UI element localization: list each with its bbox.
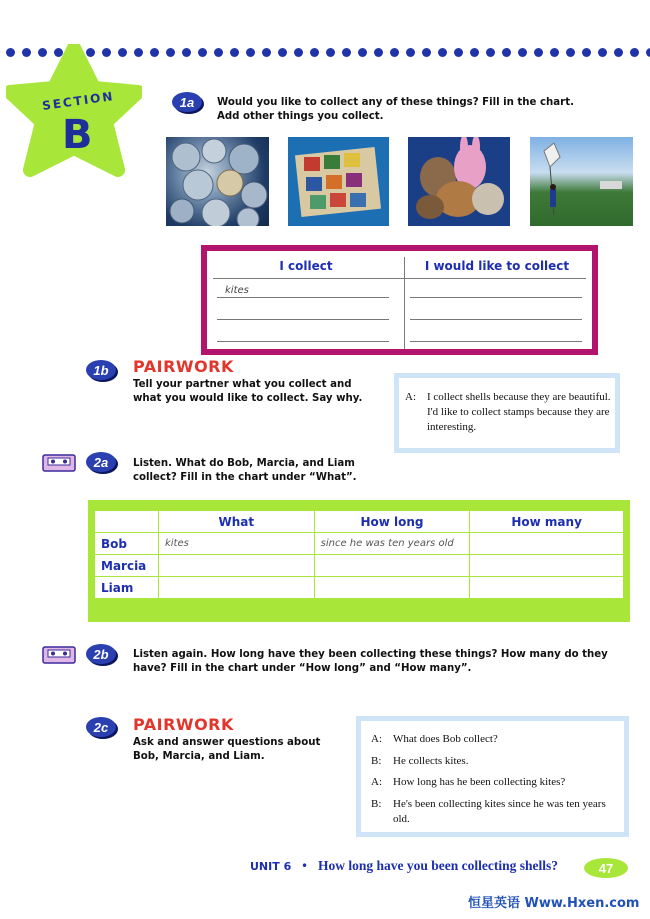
stamps-photo bbox=[288, 137, 389, 226]
rule-dot bbox=[438, 48, 447, 57]
exercise-2c-heading: PAIRWORK bbox=[133, 715, 234, 734]
section-label: SECTION bbox=[41, 89, 116, 113]
rule-dot bbox=[614, 48, 623, 57]
rule-dot bbox=[230, 48, 239, 57]
write-line[interactable] bbox=[217, 341, 389, 342]
write-line[interactable] bbox=[410, 297, 582, 298]
table-header-how-many: How many bbox=[470, 511, 624, 533]
rule-dot bbox=[566, 48, 575, 57]
rule-dot bbox=[198, 48, 207, 57]
collecting-table bbox=[94, 510, 624, 599]
dialog-text: What does Bob collect? bbox=[393, 733, 498, 745]
row-name: Liam bbox=[95, 577, 159, 599]
rule-dot bbox=[294, 48, 303, 57]
exercise-1b-dialog-box bbox=[394, 373, 620, 453]
dialog-speaker: B: bbox=[371, 754, 382, 767]
chart-header-i-collect: I collect bbox=[279, 259, 333, 273]
watermark-text: 恒星英语 Www.Hxen.com bbox=[468, 896, 640, 911]
dialog-text: He collects kites. bbox=[393, 754, 469, 767]
rule-dot bbox=[342, 48, 351, 57]
dialog-line bbox=[405, 390, 611, 435]
exercise-2a-badge: 2a bbox=[86, 452, 116, 472]
table-row bbox=[95, 555, 624, 577]
rule-dot bbox=[454, 48, 463, 57]
table-header-cell bbox=[95, 511, 159, 533]
dialog-speaker: A: bbox=[371, 733, 382, 745]
rule-dot bbox=[646, 48, 650, 57]
table-header-row bbox=[95, 511, 624, 533]
cell-how-long[interactable]: since he was ten years old bbox=[314, 533, 470, 555]
dialog-line bbox=[371, 751, 621, 773]
cell-how-long[interactable] bbox=[314, 577, 470, 599]
exercise-2c-dialog-box bbox=[356, 716, 629, 837]
rule-dot bbox=[502, 48, 511, 57]
rule-dot bbox=[582, 48, 591, 57]
rule-dot bbox=[598, 48, 607, 57]
rule-dot bbox=[358, 48, 367, 57]
write-line[interactable] bbox=[217, 319, 389, 320]
exercise-2a-chart bbox=[88, 500, 630, 622]
cassette-icon bbox=[42, 454, 76, 472]
exercise-2c-dialog bbox=[371, 729, 621, 827]
dialog-text: How long has he been collecting kites? bbox=[393, 776, 566, 788]
rule-dot bbox=[534, 48, 543, 57]
rule-dot bbox=[550, 48, 559, 57]
exercise-2b-instruction: Listen again. How long have they been collecting these things? How many do they have? Fill in the chart under “How long” and “How many”. bbox=[133, 649, 608, 674]
rule-dot bbox=[182, 48, 191, 57]
chart-header-rule bbox=[213, 278, 586, 279]
table-row bbox=[95, 533, 624, 555]
dialog-line bbox=[371, 729, 621, 751]
dialog-speaker: B: bbox=[371, 797, 382, 810]
footer-title: How long have you been collecting shells? bbox=[317, 858, 558, 873]
exercise-2c-instruction: Ask and answer questions about Bob, Marcia, and Liam. bbox=[133, 737, 321, 762]
write-line[interactable] bbox=[410, 341, 582, 342]
exercise-1b-badge: 1b bbox=[86, 360, 116, 380]
cell-what[interactable] bbox=[158, 577, 314, 599]
exercise-1a-badge: 1a bbox=[172, 92, 202, 112]
exercise-1b-heading: PAIRWORK bbox=[133, 357, 234, 376]
rule-dot bbox=[246, 48, 255, 57]
coins-photo bbox=[166, 137, 269, 226]
cell-how-many[interactable] bbox=[470, 533, 624, 555]
table-header-what: What bbox=[158, 511, 314, 533]
cell-how-many[interactable] bbox=[470, 555, 624, 577]
toys-photo bbox=[408, 137, 510, 226]
dialog-text: He's been collecting kites since he was ten years old. bbox=[393, 797, 606, 825]
write-line[interactable] bbox=[410, 319, 582, 320]
rule-dot bbox=[166, 48, 175, 57]
kite-photo bbox=[530, 137, 633, 226]
table-row bbox=[95, 577, 624, 599]
exercise-2a-instruction: Listen. What do Bob, Marcia, and Liam collect? Fill in the chart under “What”. bbox=[133, 458, 357, 483]
dialog-line bbox=[371, 797, 621, 827]
row-name: Marcia bbox=[95, 555, 159, 577]
exercise-1a-chart bbox=[201, 245, 598, 355]
chart-header-would-like: I would like to collect bbox=[424, 259, 570, 273]
rule-dot bbox=[262, 48, 271, 57]
cell-how-many[interactable] bbox=[470, 577, 624, 599]
footer-bullet: • bbox=[301, 859, 309, 873]
chart-entry-kites: kites bbox=[225, 285, 249, 296]
rule-dot bbox=[390, 48, 399, 57]
dialog-text: I collect shells because they are beautiful. I'd like to collect stamps because they are interesting. bbox=[427, 391, 611, 433]
rule-dot bbox=[310, 48, 319, 57]
rule-dot bbox=[326, 48, 335, 57]
rule-dot bbox=[630, 48, 639, 57]
cell-what[interactable] bbox=[158, 555, 314, 577]
footer-unit: UNIT 6 bbox=[250, 860, 292, 873]
dialog-speaker: A: bbox=[371, 776, 382, 788]
rule-dot bbox=[422, 48, 431, 57]
dialog-line bbox=[371, 772, 621, 794]
section-letter: B bbox=[62, 112, 93, 158]
row-name: Bob bbox=[95, 533, 159, 555]
page-number: 47 bbox=[584, 858, 628, 878]
rule-dot bbox=[406, 48, 415, 57]
rule-dot bbox=[486, 48, 495, 57]
rule-dot bbox=[278, 48, 287, 57]
table-header-how-long: How long bbox=[314, 511, 470, 533]
chart-divider bbox=[404, 257, 405, 349]
write-line[interactable] bbox=[217, 297, 389, 298]
rule-dot bbox=[374, 48, 383, 57]
exercise-2b-badge: 2b bbox=[86, 644, 116, 664]
cell-how-long[interactable] bbox=[314, 555, 470, 577]
dialog-speaker: A: bbox=[405, 391, 416, 403]
rule-dot bbox=[214, 48, 223, 57]
rule-dot bbox=[470, 48, 479, 57]
exercise-1b-instruction: Tell your partner what you collect and what you would like to collect. Say why. bbox=[133, 379, 363, 404]
exercise-1b-dialog bbox=[405, 390, 611, 435]
exercise-2c-badge: 2c bbox=[86, 717, 116, 737]
page-footer bbox=[250, 858, 558, 874]
cell-what[interactable]: kites bbox=[158, 533, 314, 555]
exercise-1a-instruction: Would you like to collect any of these things? Fill in the chart. Add other things you collect. bbox=[217, 97, 574, 122]
rule-dot bbox=[518, 48, 527, 57]
rule-dot bbox=[150, 48, 159, 57]
cassette-icon bbox=[42, 646, 76, 664]
